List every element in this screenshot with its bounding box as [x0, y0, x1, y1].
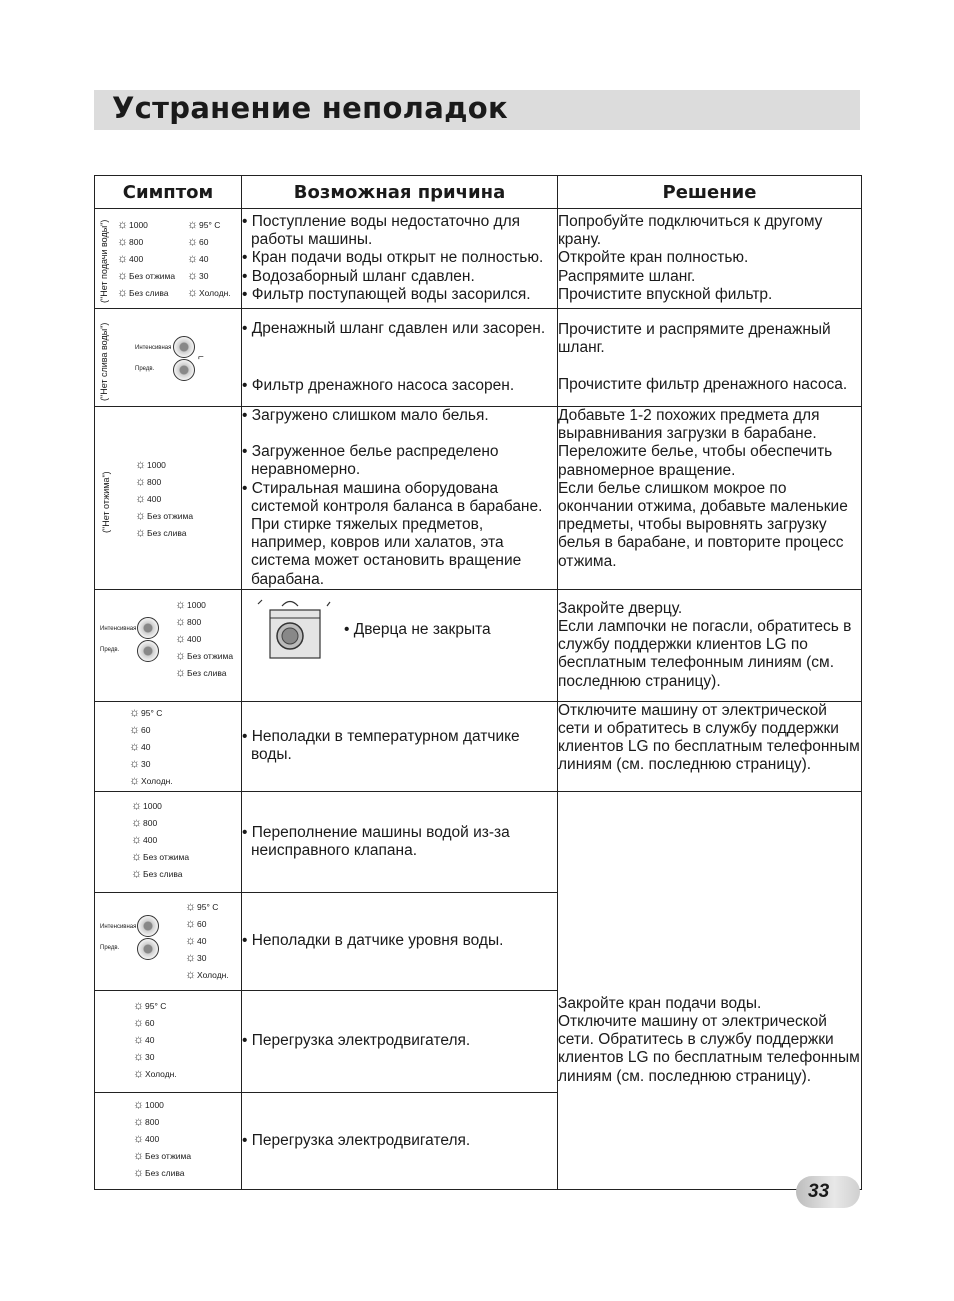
led-indicator: ☼Без слива [131, 865, 183, 880]
knob-label: Интенсивная [135, 345, 172, 351]
led-indicator: ☼Без отжима [175, 647, 234, 662]
symptom-label: ("Нет подачи воды") [99, 219, 109, 303]
symptom-cell [95, 892, 242, 990]
led-indicator: ☼Без слива [175, 664, 227, 679]
troubleshooting-table [94, 175, 862, 1190]
led-indicator: ☼Холодн. [133, 1065, 177, 1080]
symptom-cell [95, 209, 242, 309]
led-indicator: ☼400 [133, 1130, 160, 1145]
table-row [95, 209, 862, 309]
led-indicator: ☼1000 [131, 797, 162, 812]
led-indicator: ☼Без отжима [131, 848, 190, 863]
led-indicator: ☼800 [175, 613, 202, 628]
led-indicator: ☼Без слива [133, 1164, 185, 1179]
title-bar [94, 90, 860, 130]
symptom-cell [95, 309, 242, 407]
led-indicator: ☼30 [133, 1048, 155, 1063]
led-indicator: ☼1000 [135, 457, 166, 472]
knob-label: Предв. [100, 646, 120, 653]
knob-label: Интенсивная [100, 923, 137, 930]
led-indicator: ☼800 [117, 234, 144, 248]
led-indicator: ☼60 [133, 1014, 155, 1029]
knob-label: Интенсивная [100, 625, 137, 632]
cause-text: • Дверца не закрыта [344, 620, 491, 638]
led-indicator: ☼400 [135, 491, 162, 506]
cause-cell [242, 589, 558, 701]
table-row [95, 701, 862, 791]
symptom-cell [95, 701, 242, 791]
led-indicator: ☼Холодн. [187, 285, 231, 299]
led-indicator: ☼Холодн. [185, 966, 229, 981]
led-indicator: ☼40 [187, 251, 209, 265]
led-indicator: ☼30 [187, 268, 209, 282]
header-cause: Возможная причина [242, 176, 558, 209]
led-indicator: ☼95° C [187, 217, 221, 231]
table-row [95, 309, 862, 407]
symptom-label: ("Нет слива воды") [99, 322, 109, 401]
page-title: Устранение неполадок [112, 91, 509, 125]
led-indicator: ☼95° C [185, 898, 219, 913]
cause-cell: • Перегрузка электродвигателя. [242, 1092, 558, 1189]
indicator-knob [137, 617, 159, 639]
led-indicator: ☼800 [133, 1113, 160, 1128]
table-row [95, 791, 862, 892]
bracket-icon: ⌐ [198, 352, 204, 363]
table-header-row [95, 176, 862, 209]
symptom-cell [95, 407, 242, 590]
cause-cell: • Неполадки в температурном датчике воды. [242, 701, 558, 791]
knob-label: Предв. [135, 366, 155, 372]
cause-cell: • Переполнение машины водой из-за неисправного клапана. [242, 791, 558, 892]
symptom-cell [95, 589, 242, 701]
led-indicator: ☼800 [131, 814, 158, 829]
led-indicator: ☼30 [129, 755, 151, 770]
table-row [95, 407, 862, 590]
led-indicator: ☼60 [129, 721, 151, 736]
cause-cell: • Перегрузка электродвигателя. [242, 990, 558, 1092]
led-indicator: ☼Без отжима [117, 268, 176, 282]
led-indicator: ☼Без отжима [133, 1147, 192, 1162]
solution-cell: Добавьте 1-2 похожих предмета для выравнивания загрузки в барабане. Переложите белье, чтобы обеспечить равномерное вращение. Если белье слишком мокрое по окончании отжима, добавьте маленькие предметы, чтобы выровнять загрузку белья в барабане, и повторите процесс отжима. [558, 407, 862, 590]
cause-cell: • Дренажный шланг сдавлен или засорен. • Фильтр дренажного насоса засорен. [242, 309, 558, 407]
led-indicator: ☼Холодн. [129, 772, 173, 787]
symptom-label: ("Нет отжима") [101, 471, 111, 534]
led-indicator: ☼60 [187, 234, 209, 248]
led-indicator: ☼Без слива [117, 285, 169, 299]
indicator-knob [137, 938, 159, 960]
washing-machine-icon [252, 596, 336, 662]
led-indicator: ☼30 [185, 949, 207, 964]
cause-cell: • Неполадки в датчике уровня воды. [242, 892, 558, 990]
led-indicator: ☼400 [117, 251, 144, 265]
solution-cell: Прочистите и распрямите дренажный шланг. Прочистите фильтр дренажного насоса. [558, 309, 862, 407]
led-indicator: ☼95° C [129, 704, 163, 719]
cause-cell: • Загружено слишком мало белья. • Загруженное белье распределено неравномерно. • Стиральная машина оборудована системой контроля баланса в барабане. При стирке тяжелых предметов, например, ковров или халатов, эта система может остановить вращение барабана. [242, 407, 558, 590]
symptom-cell [95, 791, 242, 892]
indicator-knob [137, 640, 159, 662]
led-indicator: ☼60 [185, 915, 207, 930]
knob-label: Предв. [100, 944, 120, 951]
indicator-knob [173, 359, 195, 381]
indicator-knob [137, 915, 159, 937]
led-indicator: ☼400 [175, 630, 202, 645]
header-solution: Решение [558, 176, 862, 209]
page-number: 33 [808, 1181, 830, 1202]
led-indicator: ☼40 [185, 932, 207, 947]
led-indicator: ☼800 [135, 474, 162, 489]
led-indicator: ☼40 [133, 1031, 155, 1046]
led-indicator: ☼95° C [133, 997, 167, 1012]
solution-cell: Попробуйте подключиться к другому крану. Откройте кран полностью. Распрямите шланг. Прочистите впускной фильтр. [558, 209, 862, 309]
page-number-badge [796, 1176, 860, 1208]
solution-cell: Отключите машину от электрической сети и обратитесь в службу поддержки клиентов LG по бесплатным телефонным линиям (см. последнюю страницу). [558, 701, 862, 791]
table-row [95, 589, 862, 701]
led-indicator: ☼Без слива [135, 525, 187, 540]
led-indicator: ☼1000 [133, 1096, 164, 1111]
solution-cell: Закройте дверцу. Если лампочки не погасли, обратитесь в службу поддержки клиентов LG по бесплатным телефонным линиям (см. последнюю страницу). [558, 589, 862, 701]
led-indicator: ☼Без отжима [135, 508, 194, 523]
led-indicator: ☼1000 [117, 217, 148, 231]
led-indicator: ☼400 [131, 831, 158, 846]
indicator-knob [173, 336, 195, 358]
header-symptom: Симптом [95, 176, 242, 209]
symptom-cell [95, 990, 242, 1092]
led-indicator: ☼40 [129, 738, 151, 753]
symptom-cell [95, 1092, 242, 1189]
led-indicator: ☼1000 [175, 596, 206, 611]
shared-solution-cell: Закройте кран подачи воды. Отключите машину от электрической сети. Обратитесь в службу поддержки клиентов LG по бесплатным телефонным линиям (см. последнюю страницу). [558, 791, 862, 1189]
cause-cell: • Поступление воды недостаточно для работы машины. • Кран подачи воды открыт не полностью. • Водозаборный шланг сдавлен. • Фильтр поступающей воды засорился. [242, 209, 558, 309]
